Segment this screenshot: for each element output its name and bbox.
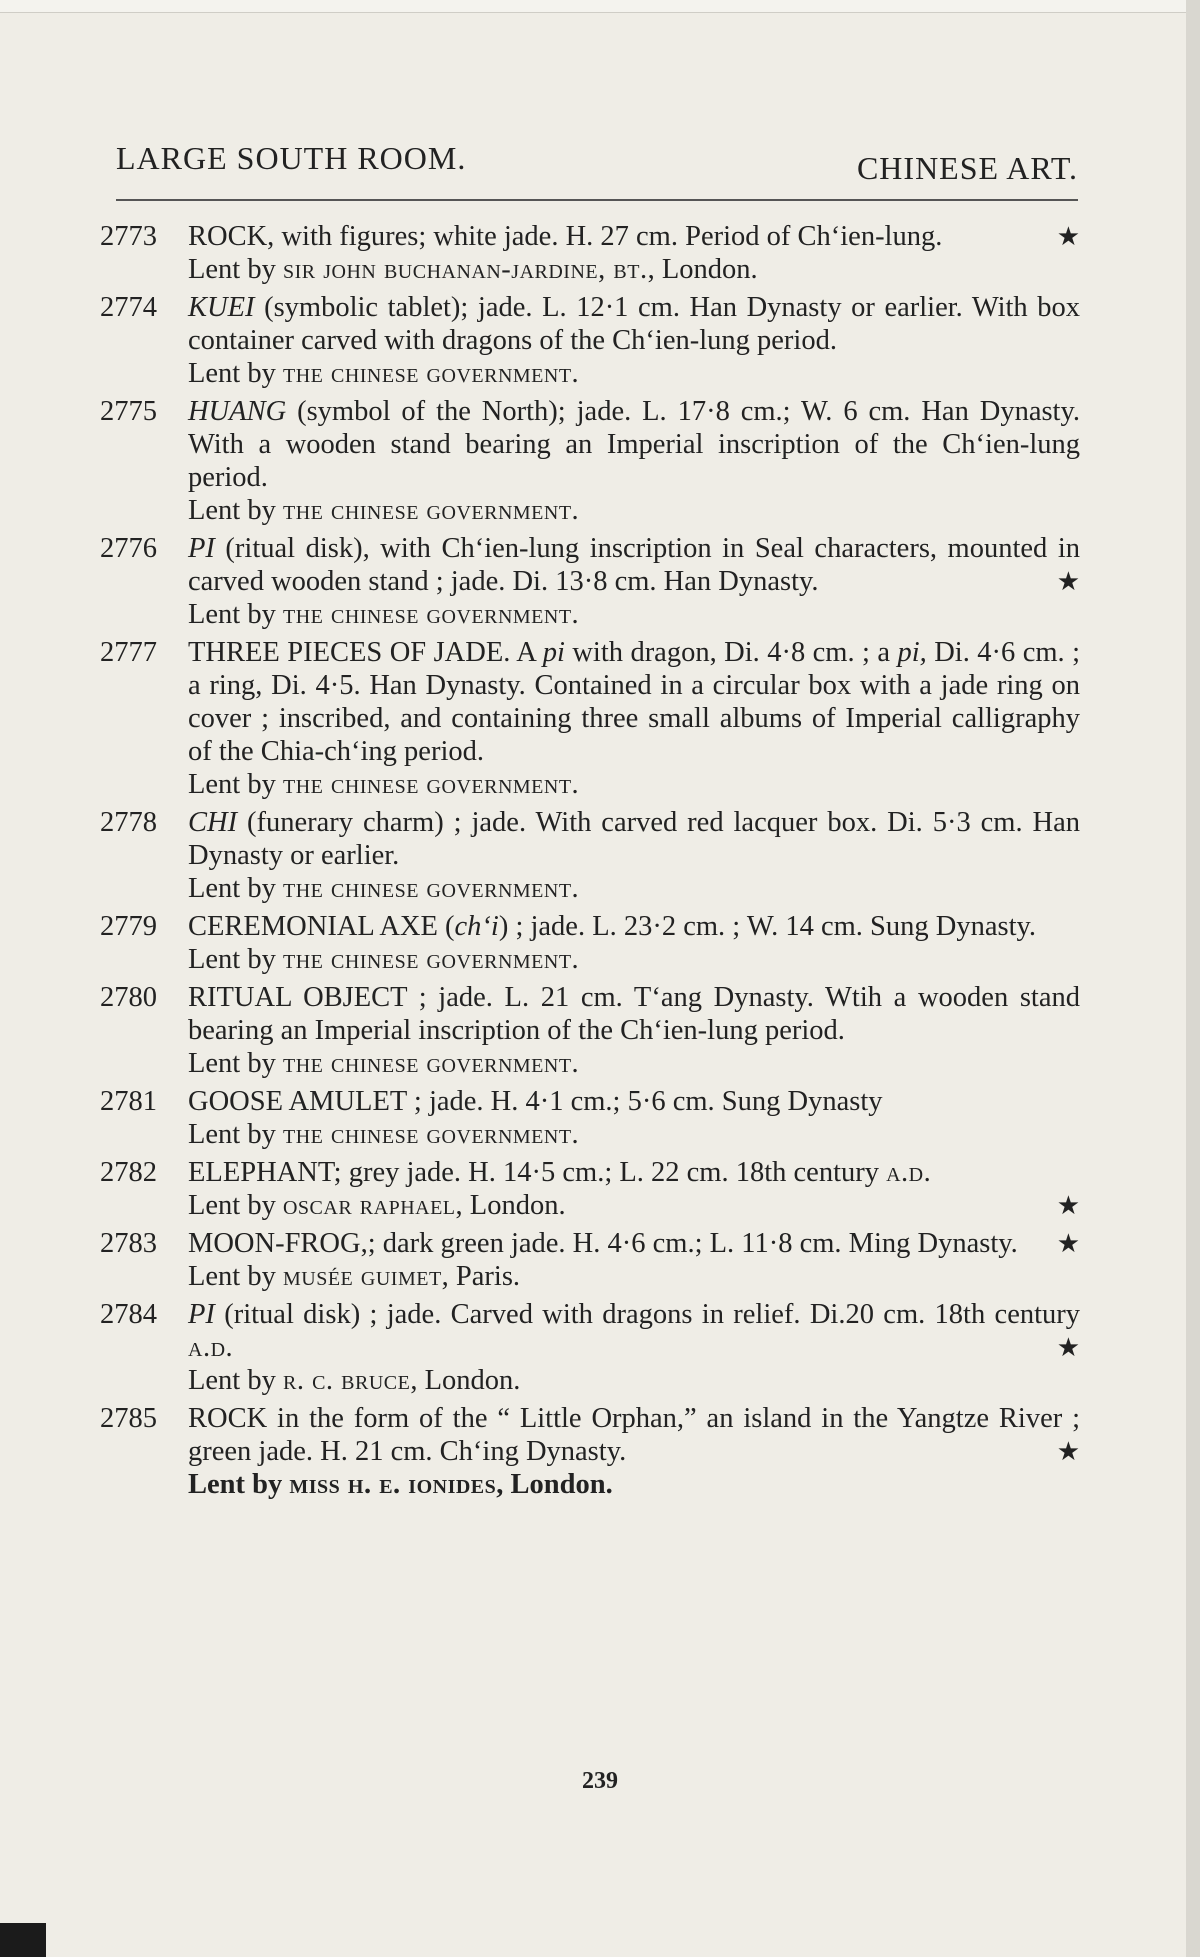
entry-text: ; jade. H. 4·1 cm.; 5·6 cm. Sung Dynasty	[406, 1086, 883, 1117]
entry-term: ch‘i	[454, 911, 499, 942]
entry-title: RITUAL OBJECT	[188, 982, 408, 1013]
entry-text: grey jade. H. 14·5 cm.; L. 22 cm. 18th century	[341, 1157, 887, 1188]
entry-description	[188, 1402, 1080, 1468]
entry-text: in the form of the “ Little Orphan,” an island in the Yangtze River ; green jade. H. 21 cm. Ch‘ing Dynasty.	[188, 1403, 1080, 1467]
entry-title: ROCK,	[188, 221, 275, 252]
entry-number: 2782	[100, 1157, 157, 1188]
entry-title: KUEI	[188, 292, 255, 323]
entry-text: A	[510, 637, 543, 668]
running-head-right: CHINESE ART.	[856, 150, 1078, 186]
catalogue-entry	[100, 981, 1080, 1080]
lender-place: , London.	[647, 254, 758, 285]
entry-title: THREE PIECES OF JADE.	[188, 637, 511, 668]
entry-text: ) ; jade. L. 23·2 cm. ; W. 14 cm. Sung Dynasty.	[498, 911, 1037, 942]
entry-lender	[188, 1364, 1080, 1397]
entry-text: (symbolic tablet); jade. L. 12·1 cm. Han Dynasty or earlier. With box container carved with dragons of the Ch‘ien-lung period.	[188, 292, 1080, 356]
catalogue-entry	[100, 910, 1080, 976]
catalogue-entry	[100, 806, 1080, 905]
running-head	[116, 140, 1078, 188]
lender-name: miss h. e. ionides	[289, 1469, 497, 1500]
star-icon: ★	[1056, 1229, 1080, 1258]
entry-lender	[188, 1468, 1080, 1501]
entry-term: pi,	[897, 637, 927, 668]
entry-title: PI	[188, 533, 215, 564]
lent-by-label: Lent by	[188, 769, 283, 800]
header-rule	[116, 199, 1078, 201]
entry-title: PI	[188, 1299, 215, 1330]
lender-name: the chinese government.	[282, 944, 580, 975]
entry-title: ELEPHANT;	[188, 1157, 342, 1188]
lent-by-label: Lent by	[188, 495, 283, 526]
catalogue-entry	[100, 1156, 1080, 1222]
entry-description	[188, 1085, 1080, 1118]
lender-name: musée guimet	[282, 1261, 442, 1292]
lent-by-label: Lent by	[188, 873, 283, 904]
entry-number: 2778	[100, 807, 157, 838]
entry-title: CEREMONIAL AXE	[188, 911, 438, 942]
entry-lender	[188, 1118, 1080, 1151]
entry-text: (ritual disk) ; jade. Carved with dragons in relief. Di.20 cm. 18th century	[214, 1299, 1080, 1330]
entry-title: MOON-FROG,;	[188, 1228, 376, 1259]
entry-description	[188, 291, 1080, 357]
catalogue-entry	[100, 220, 1080, 286]
lent-by-label: Lent by	[188, 1261, 283, 1292]
entry-lender	[188, 598, 1080, 631]
entry-number: 2783	[100, 1228, 157, 1259]
era-label: a.d.	[886, 1157, 932, 1188]
entry-lender	[188, 494, 1080, 527]
entry-number: 2776	[100, 533, 157, 564]
entry-description	[188, 220, 1080, 253]
lender-name: r. c. bruce	[282, 1365, 411, 1396]
entry-title: GOOSE AMULET	[188, 1086, 407, 1117]
lent-by-label: Lent by	[188, 1365, 283, 1396]
entry-description	[188, 981, 1080, 1047]
catalogue-entries	[100, 220, 1080, 1506]
entry-lender	[188, 253, 1080, 286]
catalogue-entry	[100, 395, 1080, 527]
catalogue-entry	[100, 1298, 1080, 1397]
entry-text: (	[437, 911, 455, 942]
entry-title: CHI	[188, 807, 238, 838]
lent-by-label: Lent by	[188, 1469, 290, 1500]
page-top-edge	[0, 0, 1200, 13]
entry-text: Di. 4·6 cm. ; a ring, Di. 4·5. Han Dynasty. Contained in a circular box with a jade ring on cover ; inscribed, and containing three small albums of Imperial calligraphy of the Chia-ch‘ing period.	[188, 637, 1081, 767]
entry-lender	[188, 768, 1080, 801]
star-icon: ★	[1056, 1437, 1080, 1466]
entry-description	[188, 1298, 1080, 1364]
entry-term: pi	[542, 637, 565, 668]
entry-text: with figures; white jade. H. 27 cm. Period of Ch‘ien-lung.	[274, 221, 943, 252]
entry-lender	[188, 1047, 1080, 1080]
catalogue-entry	[100, 1085, 1080, 1151]
lent-by-label: Lent by	[188, 1190, 283, 1221]
lent-by-label: Lent by	[188, 944, 283, 975]
entry-lender	[188, 1260, 1080, 1293]
entry-number: 2775	[100, 396, 157, 427]
entry-number: 2777	[100, 637, 157, 668]
entry-number: 2780	[100, 982, 157, 1013]
catalogue-entry	[100, 291, 1080, 390]
lent-by-label: Lent by	[188, 358, 283, 389]
entry-lender	[188, 943, 1080, 976]
catalogue-entry	[100, 532, 1080, 631]
lender-name: the chinese government.	[282, 358, 580, 389]
catalogue-entry	[100, 1402, 1080, 1501]
star-icon: ★	[1056, 222, 1080, 251]
lent-by-label: Lent by	[188, 599, 283, 630]
lender-place: , London.	[496, 1469, 613, 1500]
entry-title: ROCK	[188, 1403, 268, 1434]
lent-by-label: Lent by	[188, 254, 283, 285]
entry-text: ; jade. L. 21 cm. T‘ang Dynasty. Wtih a wooden stand bearing an Imperial inscription of the Ch‘ien-lung period.	[188, 982, 1080, 1046]
star-icon: ★	[1056, 567, 1080, 596]
entry-lender	[188, 357, 1080, 390]
entry-number: 2774	[100, 292, 157, 323]
era-label: a.d.	[188, 1332, 234, 1363]
running-head-left: LARGE SOUTH ROOM.	[116, 140, 467, 176]
lender-name: sir john buchanan-jardine, bt.	[282, 254, 648, 285]
lender-name: the chinese government.	[282, 1048, 580, 1079]
catalogue-entry	[100, 636, 1080, 801]
entry-text: (symbol of the North); jade. L. 17·8 cm.; W. 6 cm. Han Dynasty. With a wooden stand bearing an Imperial inscription of the Ch‘ien-lung period.	[188, 396, 1080, 493]
entry-description	[188, 1156, 1080, 1189]
entry-text: with dragon, Di. 4·8 cm. ; a	[564, 637, 898, 668]
page-number: 239	[582, 1768, 618, 1794]
lent-by-label: Lent by	[188, 1048, 283, 1079]
catalogue-entry	[100, 1227, 1080, 1293]
lent-by-label: Lent by	[188, 1119, 283, 1150]
entry-title: HUANG	[188, 396, 287, 427]
star-icon: ★	[1056, 1191, 1080, 1220]
lender-place: , Paris.	[441, 1261, 521, 1292]
entry-description	[188, 1227, 1080, 1260]
entry-text: (ritual disk), with Ch‘ien-lung inscription in Seal characters, mounted in carved wooden stand ; jade. Di. 13·8 cm. Han Dynasty.	[188, 533, 1080, 597]
entry-number: 2773	[100, 221, 157, 252]
lender-name: the chinese government.	[282, 873, 580, 904]
lender-place: , London.	[410, 1365, 521, 1396]
entry-description	[188, 910, 1080, 943]
lender-name: the chinese government.	[282, 599, 580, 630]
lender-place: , London.	[455, 1190, 566, 1221]
lender-name: the chinese government.	[282, 1119, 580, 1150]
entry-number: 2781	[100, 1086, 157, 1117]
entry-number: 2779	[100, 911, 157, 942]
lender-name: the chinese government.	[282, 769, 580, 800]
entry-description	[188, 395, 1080, 494]
entry-description	[188, 532, 1080, 598]
entry-description	[188, 636, 1080, 768]
entry-number: 2785	[100, 1403, 157, 1434]
entry-description	[188, 806, 1080, 872]
entry-lender	[188, 872, 1080, 905]
entry-lender	[188, 1189, 1080, 1222]
corner-mark	[0, 1923, 46, 1957]
entry-text: (funerary charm) ; jade. With carved red lacquer box. Di. 5·3 cm. Han Dynasty or earlier.	[188, 807, 1080, 871]
entry-text: dark green jade. H. 4·6 cm.; L. 11·8 cm. Ming Dynasty.	[375, 1228, 1018, 1259]
entry-number: 2784	[100, 1299, 157, 1330]
lender-name: oscar raphael	[282, 1190, 456, 1221]
star-icon: ★	[1056, 1333, 1080, 1362]
lender-name: the chinese government.	[282, 495, 580, 526]
page-right-edge	[1186, 0, 1200, 1957]
